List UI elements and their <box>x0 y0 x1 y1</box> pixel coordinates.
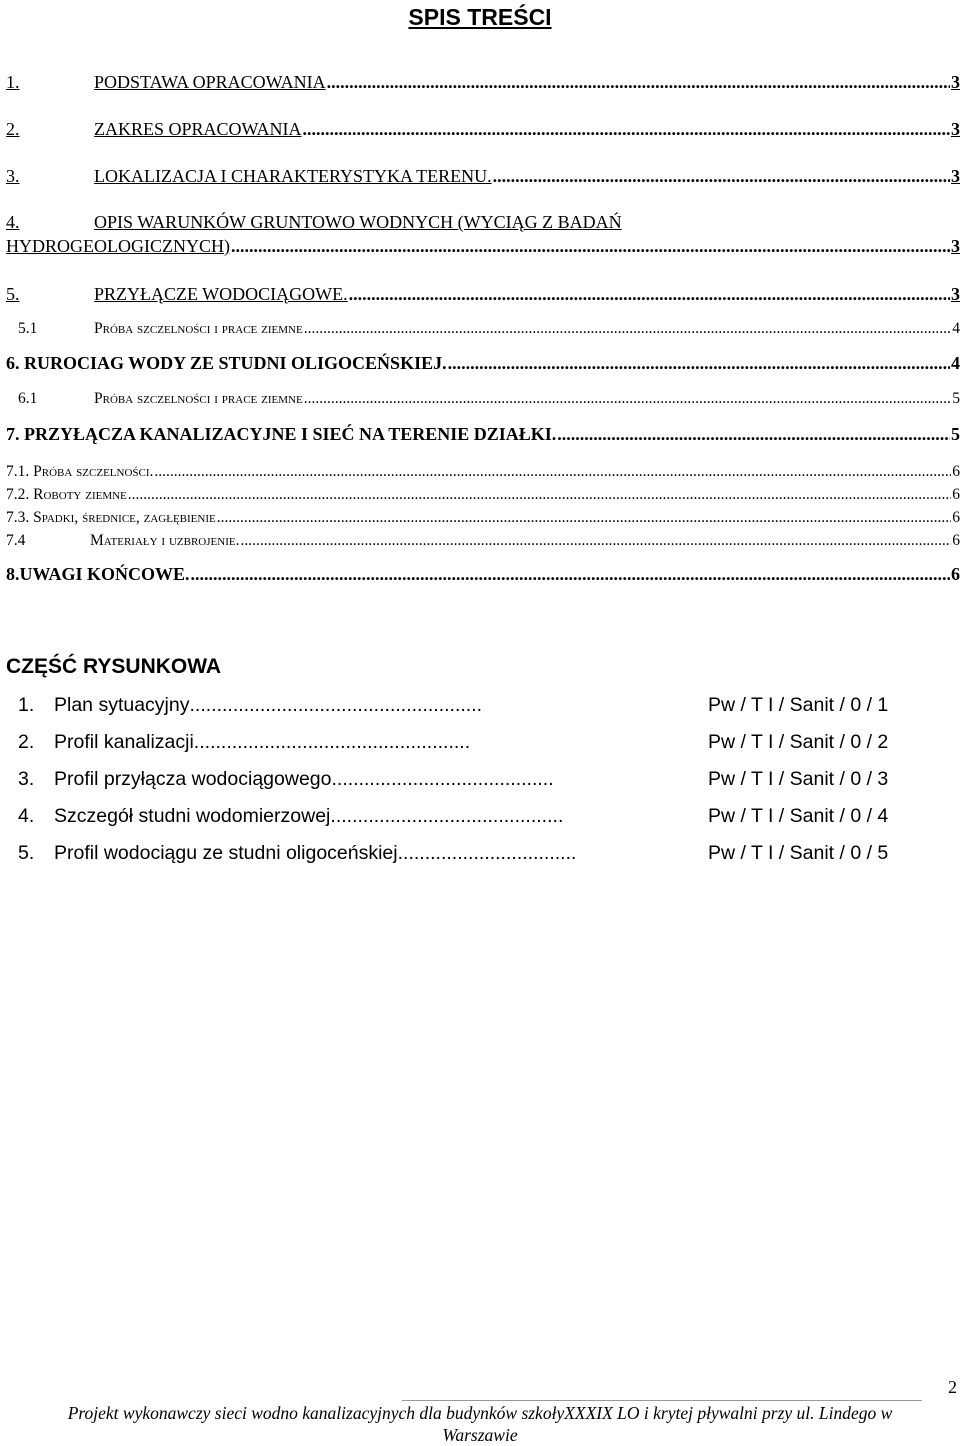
drawing-leader: .................................................. <box>199 731 471 753</box>
toc-entry-7-2[interactable] <box>6 486 960 504</box>
drawing-code: Pw / T I / Sanit / 0 / 1 <box>708 694 889 716</box>
toc-entry-label: ZAKRES OPRACOWANIA <box>94 119 302 139</box>
toc-entry-number: 4. <box>6 212 20 232</box>
toc-entry-page: 4 <box>951 353 960 373</box>
toc-entry-4-line1[interactable] <box>6 212 622 233</box>
toc-entry-page: 6 <box>952 463 960 480</box>
toc-entry-page: 3 <box>951 284 960 304</box>
toc-entry-page: 3 <box>951 72 960 92</box>
drawing-number: 5. <box>18 842 35 864</box>
toc-entry-number: 1. <box>6 72 20 92</box>
toc-entry-number: 6.1 <box>18 390 38 407</box>
toc-entry-label: Próba szczelności i prace ziemne <box>94 390 303 407</box>
toc-entry-5-1[interactable] <box>18 320 960 338</box>
toc-entry-7[interactable] <box>6 424 960 445</box>
toc-entry-3[interactable] <box>6 166 960 187</box>
toc-entry-label: 7.3. Spadki, średnice, zagłębienie <box>6 509 216 526</box>
drawing-code: Pw / T I / Sanit / 0 / 3 <box>708 768 889 790</box>
toc-entry-5[interactable] <box>6 284 960 305</box>
toc-entry-number: 7.4 <box>6 532 26 549</box>
footer-line-1: Projekt wykonawczy sieci wodno kanalizacyjnych dla budynków szkołyXXXIX LO i krytej pływalni przy ul. Lindego w <box>67 1403 893 1423</box>
drawing-leader: ................................. <box>397 842 577 864</box>
toc-entry-label: Materiały i uzbrojenie. <box>90 532 240 549</box>
toc-entry-number: 3. <box>6 166 20 186</box>
drawing-number: 4. <box>18 805 35 827</box>
toc-entry-page: 6 <box>952 532 960 549</box>
toc-entry-6-1[interactable] <box>18 390 960 408</box>
toc-leader <box>327 72 950 93</box>
drawing-leader: ........................................ <box>336 768 554 790</box>
drawing-title: Profil wodociągu ze studni oligoceńskiej <box>54 842 398 864</box>
toc-entry-label: OPIS WARUNKÓW GRUNTOWO WODNYCH (WYCIĄG Z BADAŃ <box>94 212 622 232</box>
toc-entry-page: 3 <box>951 119 960 139</box>
drawing-item-3[interactable] <box>6 768 926 791</box>
toc-entry-label: 6. RUROCIAG WODY ZE STUDNI OLIGOCEŃSKIEJ. <box>6 353 447 373</box>
toc-entry-label-continued: HYDROGEOLOGICZNYCH) <box>6 236 230 256</box>
toc-entry-label: 7.1. Próba szczelności. <box>6 463 154 480</box>
toc-leader <box>493 166 950 187</box>
toc-entry-7-4[interactable] <box>6 532 960 550</box>
drawing-number: 3. <box>18 768 35 790</box>
drawing-code: Pw / T I / Sanit / 0 / 5 <box>708 842 889 864</box>
toc-leader <box>303 119 950 140</box>
drawing-title: Profil kanalizacji. <box>54 731 200 753</box>
toc-entry-page: 4 <box>952 320 960 337</box>
toc-leader <box>304 320 952 338</box>
drawing-title: Plan sytuacyjny <box>54 694 190 716</box>
toc-entry-page: 6 <box>952 509 960 526</box>
toc-entry-label: PODSTAWA OPRACOWANIA <box>94 72 326 92</box>
toc-leader <box>349 284 950 305</box>
toc-entry-2[interactable] <box>6 119 960 140</box>
toc-entry-page: 3 <box>951 236 960 256</box>
drawing-title: Profil przyłącza wodociągowego. <box>54 768 337 790</box>
toc-leader <box>128 486 951 504</box>
toc-entry-label: 7. PRZYŁĄCZA KANALIZACYJNE I SIEĆ NA TERENIE DZIAŁKI. <box>6 424 557 444</box>
drawing-number: 2. <box>18 731 35 753</box>
toc-entry-page: 3 <box>951 166 960 186</box>
toc-entry-label: PRZYŁĄCZE WODOCIĄGOWE. <box>94 284 348 304</box>
drawing-title: Szczegół studni wodomierzowej. <box>54 805 336 827</box>
footer-line-2: Warszawie <box>442 1425 518 1445</box>
toc-entry-8[interactable] <box>6 564 960 585</box>
toc-entry-6[interactable] <box>6 353 960 374</box>
toc-leader <box>217 509 952 527</box>
toc-entry-number: 5.1 <box>18 320 38 337</box>
toc-entry-label: Próba szczelności i prace ziemne <box>94 320 303 337</box>
toc-leader <box>304 390 952 408</box>
toc-entry-label: 7.2. Roboty ziemne <box>6 486 127 503</box>
toc-entry-page: 5 <box>952 390 960 407</box>
toc-entry-number: 5. <box>6 284 20 304</box>
drawing-item-5[interactable] <box>6 842 926 865</box>
toc-entry-7-3[interactable] <box>6 509 960 527</box>
toc-leader <box>557 424 950 445</box>
drawing-number: 1. <box>18 694 35 716</box>
toc-entry-page: 6 <box>951 564 960 584</box>
toc-entry-label: LOKALIZACJA I CHARAKTERYSTYKA TERENU. <box>94 166 492 186</box>
toc-leader <box>191 564 950 585</box>
page-number: 2 <box>948 1377 957 1397</box>
toc-entry-4-line2[interactable] <box>6 236 960 257</box>
drawing-code: Pw / T I / Sanit / 0 / 2 <box>708 731 889 753</box>
toc-entry-page: 5 <box>951 424 960 444</box>
drawing-item-2[interactable] <box>6 731 926 754</box>
toc-entry-label: 8.UWAGI KOŃCOWE. <box>6 564 190 584</box>
toc-entry-number: 2. <box>6 119 20 139</box>
toc-entry-page: 6 <box>952 486 960 503</box>
toc-entry-7-1[interactable] <box>6 463 960 481</box>
toc-leader <box>240 532 951 550</box>
toc-leader <box>231 236 950 257</box>
page-footer <box>0 1402 960 1446</box>
drawing-leader: ...................................................... <box>189 694 483 716</box>
toc-leader <box>154 463 951 481</box>
drawings-heading: CZĘŚĆ RYSUNKOWA <box>6 655 222 678</box>
drawing-item-1[interactable] <box>6 694 926 717</box>
toc-leader <box>448 353 950 374</box>
drawing-item-4[interactable] <box>6 805 926 828</box>
document-title: SPIS TREŚCI <box>408 4 552 30</box>
toc-entry-1[interactable] <box>6 72 960 93</box>
drawing-leader: .......................................... <box>335 805 564 827</box>
footer-divider <box>402 1400 922 1401</box>
drawing-code: Pw / T I / Sanit / 0 / 4 <box>708 805 889 827</box>
